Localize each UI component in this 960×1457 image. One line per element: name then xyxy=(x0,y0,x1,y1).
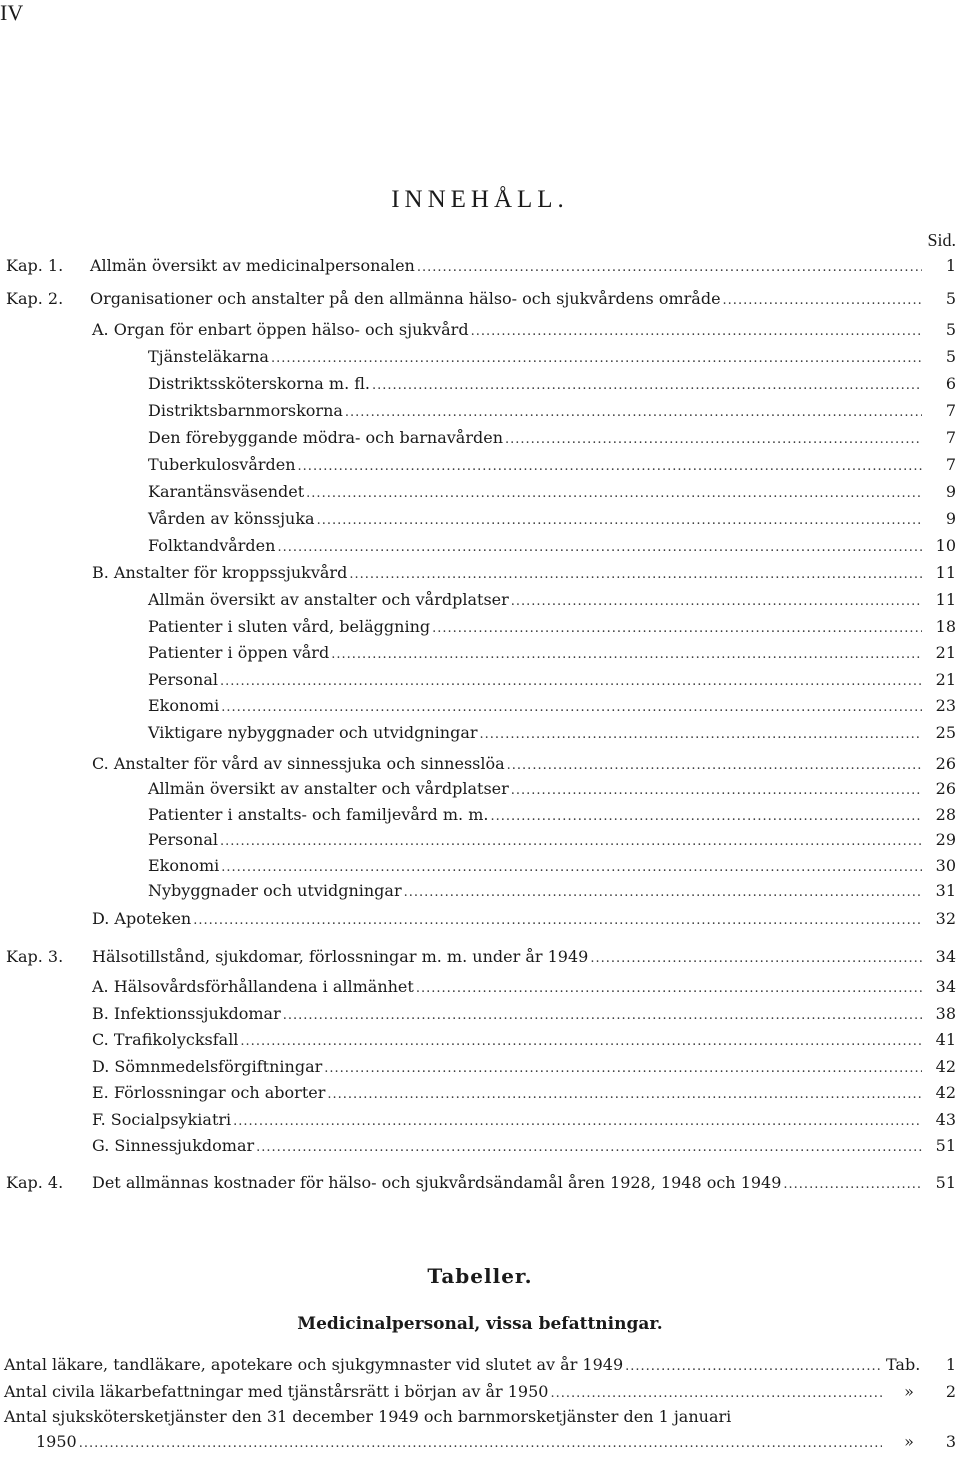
toc-entry-page: 42 xyxy=(935,1056,956,1076)
toc-entry-page: 51 xyxy=(935,1173,956,1192)
toc-entry-page: 34 xyxy=(935,977,956,996)
toc-entry xyxy=(148,588,956,612)
toc-entry-page: 25 xyxy=(935,722,956,742)
toc-entry-page: 7 xyxy=(945,428,956,447)
toc-entry-label: Tuberkulosvården xyxy=(148,455,296,474)
toc-entry xyxy=(148,426,956,450)
toc-entry xyxy=(148,803,956,827)
toc-entry-page: 51 xyxy=(935,1136,956,1155)
toc-entry xyxy=(92,1081,956,1105)
toc-entry-label: Distriktssköterskorna m. fl. xyxy=(148,374,370,393)
toc-entry-kap4 xyxy=(6,1171,956,1195)
toc-entry-label: F. Socialpsykiatri xyxy=(92,1109,232,1129)
toc-entry-label: C. Anstalter för vård av sinnessjuka och sinnesslöa xyxy=(92,754,505,773)
toc-entry-label: Ekonomi xyxy=(148,855,220,875)
toc-entry-label: A. Organ för enbart öppen hälso- och sjukvård xyxy=(92,320,469,339)
toc-entry xyxy=(148,777,956,801)
table-entry-number: 2 xyxy=(945,1382,956,1401)
toc-entry-label: Det allmännas kostnader för hälso- och sjukvårdsändamål åren 1928, 1948 och 1949 xyxy=(92,1173,782,1192)
table-entry-tab: » xyxy=(904,1432,914,1451)
toc-entry-page: 38 xyxy=(935,1003,956,1023)
toc-entry-label: Folktandvården xyxy=(148,536,276,555)
toc-entry xyxy=(148,641,956,665)
toc-entry-kap2 xyxy=(6,287,956,311)
table-entry-3-line1 xyxy=(4,1405,956,1429)
toc-entry-label: B. Infektionssjukdomar xyxy=(92,1003,281,1023)
toc-entry xyxy=(92,1134,956,1158)
toc-entry-label: Karantänsväsendet xyxy=(148,482,305,501)
toc-entry-page: 5 xyxy=(945,320,956,339)
page-title: INNEHÅLL. xyxy=(391,186,569,213)
toc-entry-page: 9 xyxy=(945,509,956,528)
toc-section-b xyxy=(92,561,956,585)
toc-entry xyxy=(92,1002,956,1026)
chapter-number: Kap. 1. xyxy=(6,256,64,275)
toc-entry-label: Personal xyxy=(148,830,218,849)
table-entry-1 xyxy=(4,1353,956,1377)
toc-entry-page: 23 xyxy=(935,696,956,715)
toc-entry xyxy=(148,828,956,852)
toc-entry-label: B. Anstalter för kroppssjukvård xyxy=(92,563,348,582)
toc-entry xyxy=(148,507,956,531)
toc-entry xyxy=(92,1055,956,1079)
toc-entry-label: Tjänsteläkarna xyxy=(148,347,269,366)
toc-entry-page: 7 xyxy=(945,401,956,420)
toc-entry-label: Personal xyxy=(148,669,218,689)
toc-entry-label: D. Sömnmedelsförgiftningar xyxy=(92,1056,323,1076)
toc-entry-label: Allmän översikt av anstalter och vårdplatser xyxy=(148,590,509,609)
toc-entry xyxy=(148,721,956,745)
toc-entry-label: D. Apoteken xyxy=(92,909,192,928)
toc-entry xyxy=(92,975,956,999)
toc-entry xyxy=(148,399,956,423)
page-number: IV xyxy=(0,0,24,25)
toc-entry xyxy=(148,694,956,718)
toc-section-c xyxy=(92,752,956,776)
toc-entry-label: Nybyggnader och utvidgningar xyxy=(148,881,402,900)
tables-heading: Tabeller. xyxy=(427,1264,533,1288)
toc-entry-page: 32 xyxy=(935,909,956,928)
toc-entry-kap1 xyxy=(6,254,956,278)
toc-entry xyxy=(148,453,956,477)
table-entry-2 xyxy=(4,1380,956,1404)
tables-subheading: Medicinalpersonal, vissa befattningar. xyxy=(297,1314,663,1334)
toc-entry-page: 34 xyxy=(935,947,956,966)
toc-entry-label: A. Hälsovårdsförhållandena i allmänhet xyxy=(92,977,414,996)
toc-entry-page: 18 xyxy=(935,616,956,636)
toc-entry xyxy=(148,854,956,878)
toc-entry xyxy=(148,879,956,903)
toc-entry xyxy=(148,615,956,639)
table-entry-label: Antal sjukskötersketjänster den 31 december 1949 och barnmorsketjänster den 1 januari xyxy=(4,1407,732,1426)
table-entry-number: 1 xyxy=(945,1355,956,1374)
chapter-number: Kap. 4. xyxy=(6,1173,64,1192)
toc-entry-page: 30 xyxy=(935,855,956,875)
toc-entry-label: Patienter i sluten vård, beläggning xyxy=(148,616,431,636)
toc-entry-page: 28 xyxy=(935,804,956,824)
toc-entry-page: 6 xyxy=(945,374,956,393)
toc-entry-page: 11 xyxy=(935,563,956,582)
toc-entry-label: Organisationer och anstalter på den allmänna hälso- och sjukvårdens område xyxy=(90,289,721,308)
toc-entry-page: 21 xyxy=(935,643,956,662)
toc-entry-page: 29 xyxy=(935,830,956,849)
toc-entry-page: 1 xyxy=(945,256,956,275)
toc-entry xyxy=(148,534,956,558)
toc-entry-label: Den förebyggande mödra- och barnavården xyxy=(148,428,503,447)
toc-entry-page: 21 xyxy=(935,669,956,689)
toc-entry-page: 5 xyxy=(945,289,956,308)
table-entry-label: Antal civila läkarbefattningar med tjänstårsrätt i början av år 1950 xyxy=(4,1382,549,1401)
toc-entry-label: Viktigare nybyggnader och utvidgningar xyxy=(148,722,478,742)
chapter-number: Kap. 2. xyxy=(6,289,64,308)
toc-entry-label: Allmän översikt av medicinalpersonalen xyxy=(90,256,415,275)
toc-entry-label: Vården av könssjuka xyxy=(148,509,315,528)
toc-section-a xyxy=(92,318,956,342)
toc-entry-page: 26 xyxy=(935,779,956,798)
toc-entry-page: 10 xyxy=(935,536,956,555)
toc-entry-label: E. Förlossningar och aborter xyxy=(92,1083,326,1102)
toc-section-d xyxy=(92,907,956,931)
toc-entry-page: 11 xyxy=(935,590,956,609)
toc-entry-label: Hälsotillstånd, sjukdomar, förlossningar m. m. under år 1949 xyxy=(92,947,589,966)
toc-entry xyxy=(148,345,956,369)
toc-entry xyxy=(148,372,956,396)
toc-entry xyxy=(148,668,956,692)
toc-entry-label: Allmän översikt av anstalter och vårdplatser xyxy=(148,779,509,798)
toc-entry-page: 7 xyxy=(945,455,956,474)
table-entry-number: 3 xyxy=(945,1432,956,1451)
table-entry-label: 1950 xyxy=(36,1432,77,1451)
toc-entry-label: C. Trafikolycksfall xyxy=(92,1030,239,1049)
table-entry-tab: » xyxy=(904,1382,914,1401)
toc-entry-page: 43 xyxy=(935,1109,956,1129)
toc-entry xyxy=(148,480,956,504)
table-entry-label: Antal läkare, tandläkare, apotekare och sjukgymnaster vid slutet av år 1949 xyxy=(4,1355,624,1374)
toc-entry-page: 31 xyxy=(935,881,956,900)
toc-entry-page: 41 xyxy=(935,1030,956,1049)
toc-entry-page: 26 xyxy=(935,754,956,773)
toc-entry-page: 42 xyxy=(935,1083,956,1102)
chapter-number: Kap. 3. xyxy=(6,947,64,966)
table-entry-3-line2 xyxy=(36,1430,956,1454)
toc-entry-label: Distriktsbarnmorskorna xyxy=(148,401,343,420)
toc-entry-page: 9 xyxy=(945,482,956,501)
toc-entry-label: Ekonomi xyxy=(148,696,220,715)
table-entry-tab: Tab. xyxy=(886,1355,921,1374)
toc-entry xyxy=(92,1028,956,1052)
toc-entry-label: Patienter i anstalts- och familjevård m. m. xyxy=(148,804,489,824)
toc-entry-label: G. Sinnessjukdomar xyxy=(92,1136,255,1155)
page-column-label: Sid. xyxy=(927,230,956,250)
toc-entry-kap3 xyxy=(6,945,956,969)
toc-entry-label: Patienter i öppen vård xyxy=(148,643,330,662)
toc-entry xyxy=(92,1108,956,1132)
toc-entry-page: 5 xyxy=(945,347,956,366)
